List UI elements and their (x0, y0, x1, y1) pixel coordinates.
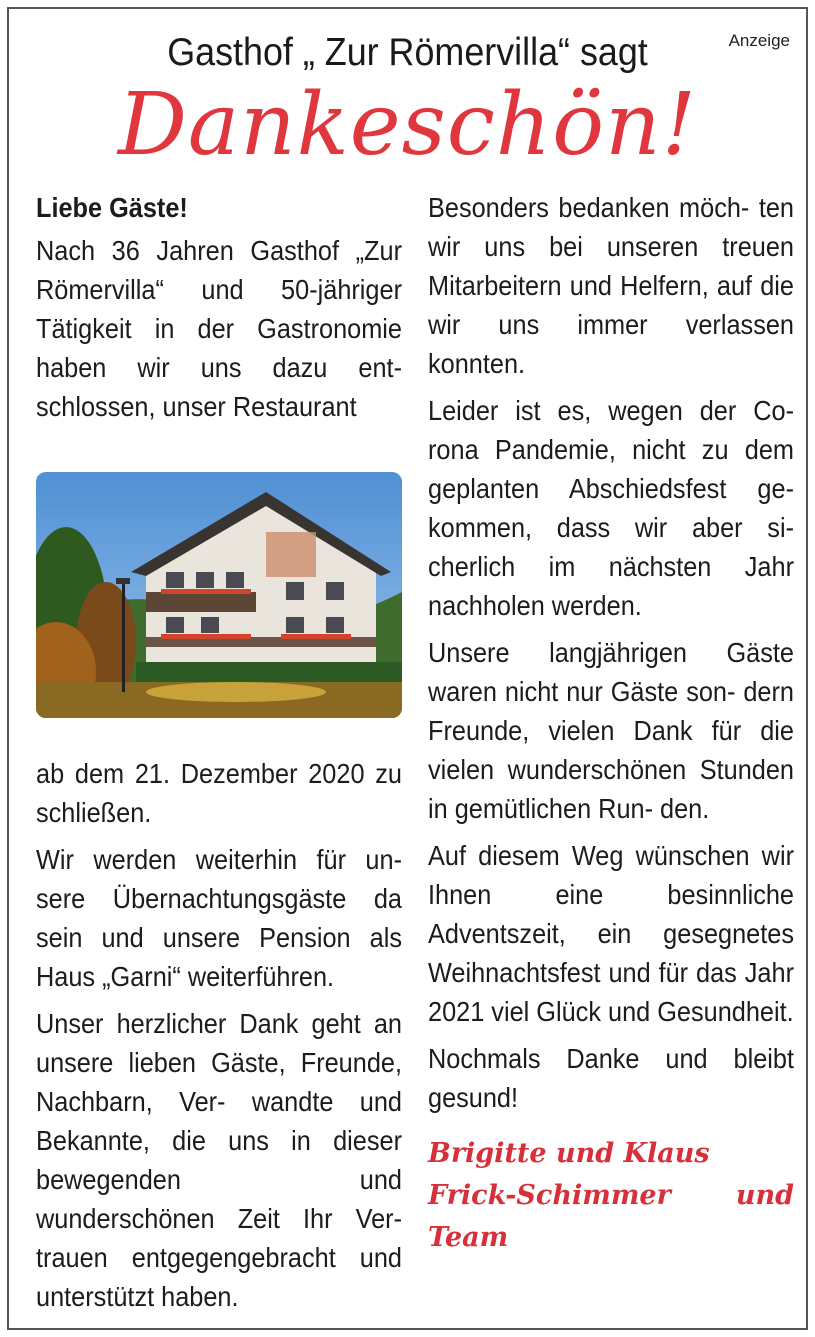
right-paragraph-3: Unsere langjährigen Gäste waren nicht nur Gäste son- dern Freunde, vielen Dank für die vielen wunderschönen Stunden in gemütlichen Run- den. (428, 637, 795, 824)
signature-line-1: Brigitte und Klaus (428, 1138, 710, 1169)
right-paragraph-1: Besonders bedanken möch- ten wir uns bei unseren treuen Mitarbeitern und Helfern, auf die wir uns immer verlassen konnten. (428, 192, 795, 379)
left-paragraph-1: Nach 36 Jahren Gasthof „Zur Römervilla“ und 50-jähriger Tätigkeit in der Gastronomie haben wir uns dazu ent- schlossen, unser Restaurant (36, 235, 403, 422)
guesthouse-photo-image (36, 472, 402, 718)
left-column (36, 188, 402, 1324)
right-paragraph-5: Nochmals Danke und bleibt gesund! (428, 1043, 795, 1113)
left-paragraph-2: ab dem 21. Dezember 2020 zu schließen. (36, 758, 403, 828)
greeting: Liebe Gäste! (36, 192, 188, 223)
signature (428, 1133, 794, 1259)
left-paragraph-3: Wir werden weiterhin für un- sere Übernachtungsgäste da sein und unsere Pension als Haus „Garni“ weiterführen. (36, 844, 403, 992)
headline: Gasthof „ Zur Römervilla“ sagt (167, 31, 648, 74)
left-paragraph-4: Unser herzlicher Dank geht an unsere lieben Gäste, Freunde, Nachbarn, Ver- wandte und Bekannte, die uns in dieser bewegenden und wunderschönen Zeit Ihr Ver- trauen entgegengebracht und unterstützt haben. (36, 1008, 403, 1312)
signature-line-2: Frick-Schimmer und Team (428, 1180, 794, 1253)
ad-label: Anzeige (728, 31, 790, 50)
guesthouse-photo (36, 472, 402, 718)
right-paragraph-4: Auf diesem Weg wünschen wir Ihnen eine besinnliche Adventszeit, ein gesegnetes Weihnachtsfest und für das Jahr 2021 viel Glück und Gesundheit. (428, 840, 795, 1027)
title-dankeschoen: Dankeschön! (117, 75, 698, 175)
right-column (428, 188, 794, 1259)
right-paragraph-2: Leider ist es, wegen der Co- rona Pandemie, nicht zu dem geplanten Abschiedsfest ge- kommen, dass wir aber si- cherlich im nächsten Jahr nachholen werden. (428, 395, 795, 621)
